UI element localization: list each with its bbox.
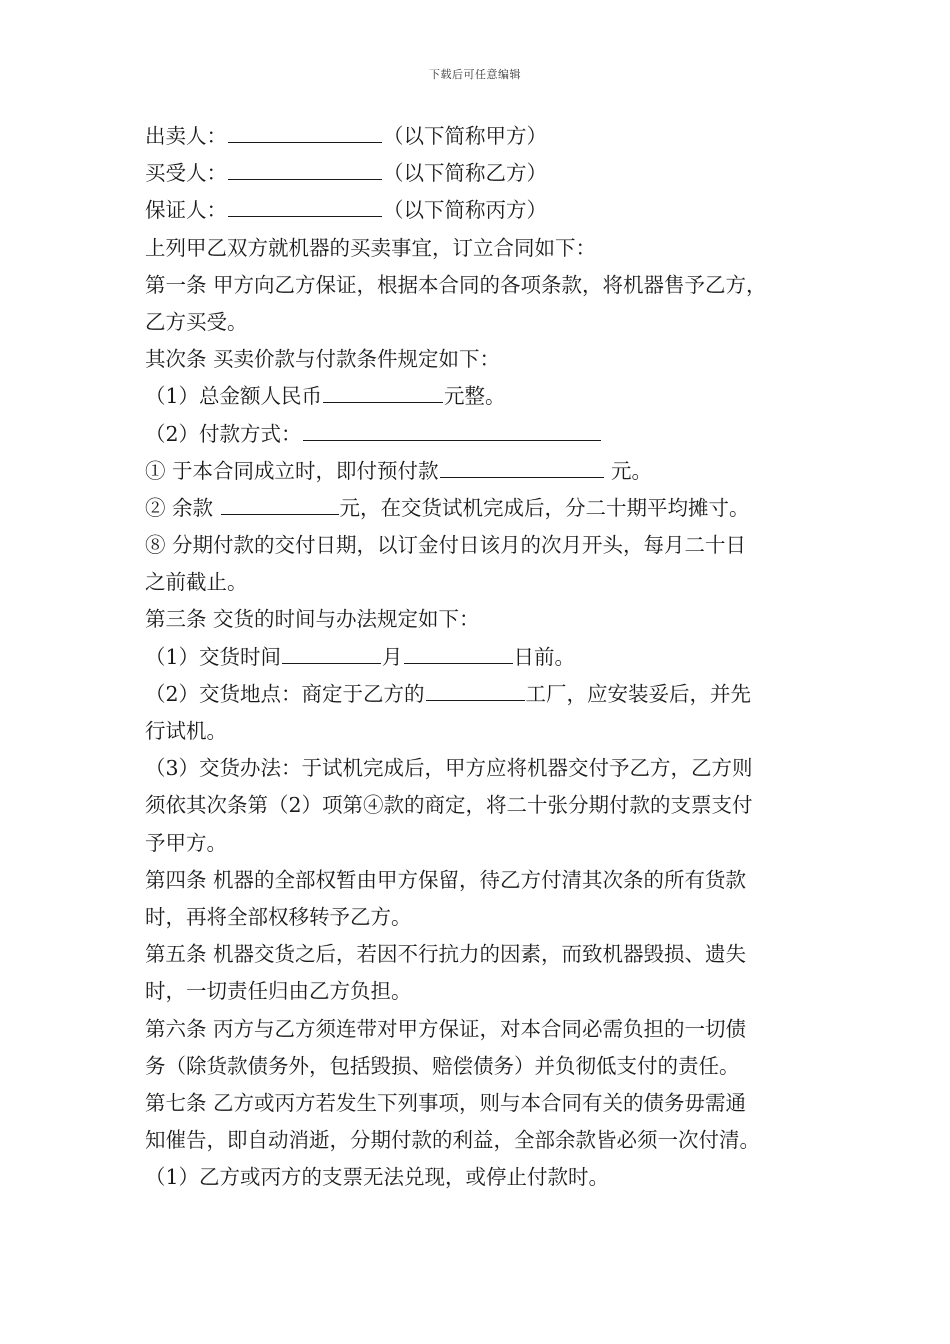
delivery-place-blank[interactable] <box>426 678 525 701</box>
buyer-alias: （以下简称乙方） <box>383 161 547 186</box>
line-seller <box>145 118 820 155</box>
total-amount-label: （1）总金额人民币 <box>145 384 323 409</box>
article-1-line-1: 第一条 甲方向乙方保证，根据本合同的各项条款，将机器售予乙方， <box>145 272 767 297</box>
guarantor-alias: （以下简称丙方） <box>383 198 547 223</box>
delivery-day-blank[interactable] <box>404 641 513 664</box>
article-5-line-1: 第五条 机器交货之后，若因不行抗力的因素，而致机器毁损、遗失 <box>145 942 747 967</box>
delivery-place-suffix: 工厂，应安装妥后，并先 <box>525 681 752 706</box>
guarantor-name-blank[interactable] <box>228 194 382 217</box>
delivery-method-line-1: （3）交货办法：于试机完成后，甲方应将机器交付予乙方，乙方则 <box>145 756 753 781</box>
article-3-heading: 第三条 交货的时间与办法规定如下： <box>145 607 480 632</box>
contract-body <box>145 118 820 1196</box>
article-6-line-1: 第六条 丙方与乙方须连带对甲方保证，对本合同必需负担的一切债 <box>145 1016 747 1041</box>
payment-method-label: （2）付款方式： <box>145 421 302 446</box>
seller-name-blank[interactable] <box>228 120 382 143</box>
prepayment-suffix: 元。 <box>604 458 653 483</box>
article-5-line-2: 时，一切责任归由乙方负担。 <box>145 979 412 1004</box>
installment-date-line-2: 之前截止。 <box>145 570 248 595</box>
prepayment-label: ① 于本合同成立时，即付预付款 <box>145 458 439 483</box>
balance-label: ② 余款 <box>145 495 220 520</box>
balance-blank[interactable] <box>221 492 339 515</box>
article-2-heading: 其次条 买卖价款与付款条件规定如下： <box>145 347 501 372</box>
line-delivery-place <box>145 676 820 713</box>
delivery-place-line-2: 行试机。 <box>145 719 227 743</box>
article-7-item-1: （1）乙方或丙方的支票无法兑现，或停止付款时。 <box>145 1165 610 1190</box>
seller-label: 出卖人： <box>145 124 227 148</box>
line-guarantor <box>145 192 820 229</box>
line-payment-method <box>145 416 820 453</box>
total-amount-suffix: 元整。 <box>444 384 506 409</box>
article-1-line-2: 乙方买受。 <box>145 309 248 334</box>
line-buyer <box>145 155 820 192</box>
page-header: 下载后可任意编辑 <box>429 68 521 81</box>
payment-method-blank[interactable] <box>303 418 601 441</box>
delivery-time-suffix: 日前。 <box>513 644 576 669</box>
article-6-line-2: 务（除货款债务外，包括毁损、赔偿债务）并负彻低支付的责任。 <box>145 1053 740 1078</box>
delivery-method-line-3: 予甲方。 <box>145 830 227 855</box>
prepayment-blank[interactable] <box>440 455 604 478</box>
article-7-line-2: 知催告，即自动消逝，分期付款的利益，全部余款皆必须一次付清。 <box>145 1128 760 1153</box>
article-4-line-2: 时，再将全部权移转予乙方。 <box>145 904 412 929</box>
article-4-line-1: 第四条 机器的全部权暂由甲方保留，待乙方付清其次条的所有货款 <box>145 867 747 892</box>
balance-suffix: 元，在交货试机完成后，分二十期平均摊寸。 <box>339 495 750 520</box>
buyer-name-blank[interactable] <box>228 157 382 180</box>
seller-alias: （以下简称甲方） <box>383 124 547 148</box>
article-7-line-1: 第七条 乙方或丙方若发生下列事项，则与本合同有关的债务毋需通 <box>145 1090 747 1115</box>
delivery-month-blank[interactable] <box>282 641 381 664</box>
line-total-amount <box>145 378 820 415</box>
line-balance <box>145 490 820 527</box>
line-delivery-time <box>145 639 820 676</box>
buyer-label: 买受人： <box>145 161 227 186</box>
total-amount-blank[interactable] <box>323 380 443 403</box>
installment-date-line-1: ⑧ 分期付款的交付日期，以订金付日该月的次月开头，每月二十日 <box>145 533 747 558</box>
month-label: 月 <box>382 644 403 669</box>
line-prepayment <box>145 453 820 490</box>
delivery-time-label: （1）交货时间 <box>145 644 282 669</box>
intro-line: 上列甲乙双方就机器的买卖事宜，订立合同如下： <box>145 235 596 260</box>
delivery-place-label: （2）交货地点：商定于乙方的 <box>145 681 425 706</box>
delivery-method-line-2: 须依其次条第（2）项第④款的商定，将二十张分期付款的支票支付 <box>145 793 753 818</box>
guarantor-label: 保证人： <box>145 198 227 223</box>
